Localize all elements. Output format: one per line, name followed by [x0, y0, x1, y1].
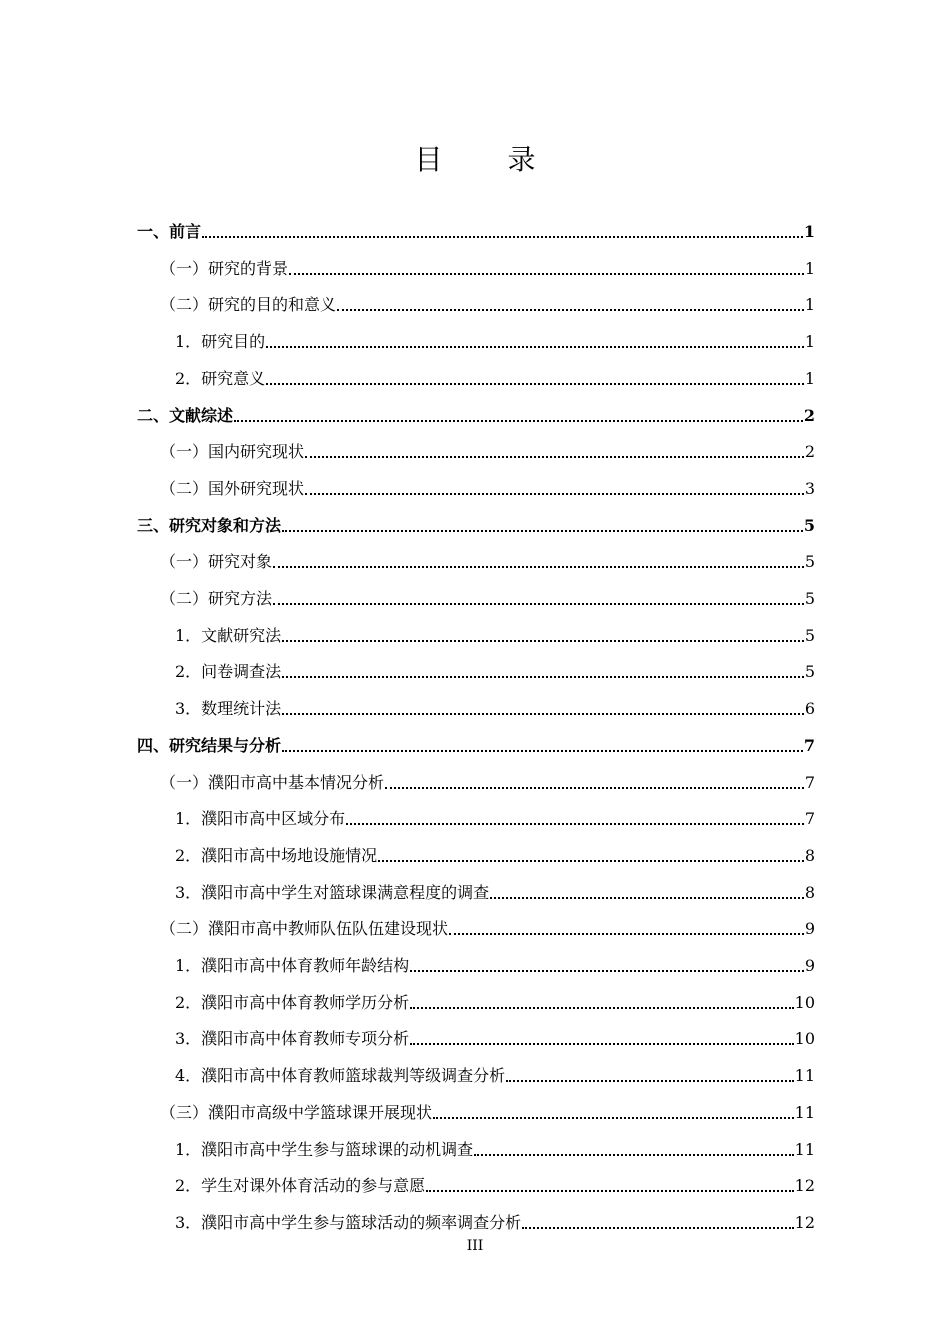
toc-leader-dots: [426, 1190, 793, 1192]
toc-entry-page: 2: [803, 405, 815, 425]
toc-leader-dots: [273, 603, 804, 605]
toc-entry-page: 10: [794, 992, 815, 1012]
toc-entry-label: 1．濮阳市高中学生参与篮球课的动机调查: [175, 1139, 474, 1159]
toc-entry-label: （一）研究的背景: [160, 258, 289, 278]
toc-leader-dots: [449, 933, 804, 935]
toc-entry-label: 四、研究结果与分析: [137, 735, 282, 755]
toc-entry-page: 1: [804, 368, 815, 388]
toc-entry-page: 5: [804, 589, 815, 608]
toc-entry-label: 3．数理统计法: [175, 699, 282, 719]
toc-leader-dots: [266, 346, 804, 348]
toc-leader-dots: [410, 1043, 793, 1045]
toc-entry-page: 6: [804, 699, 815, 719]
toc-entry-page: 1: [804, 295, 815, 315]
toc-leader-dots: [266, 383, 804, 385]
toc-leader-dots: [410, 970, 804, 972]
toc-entry-label: 1．研究目的: [175, 332, 266, 352]
toc-entry[interactable]: [0, 536, 815, 572]
page-number: III: [466, 1238, 484, 1254]
toc-leader-dots: [282, 713, 804, 715]
toc-entry-page: 8: [804, 845, 815, 865]
toc-leader-dots: [282, 750, 803, 752]
toc-entry[interactable]: [0, 683, 815, 719]
toc-leader-dots: [273, 566, 804, 568]
toc-leader-dots: [282, 676, 804, 678]
toc-entry-label: 2．濮阳市高中场地设施情况: [175, 845, 378, 865]
toc-entry-label: （二）国外研究现状: [160, 478, 305, 498]
toc-entry[interactable]: [0, 610, 815, 646]
toc-entry-page: 5: [804, 625, 815, 645]
toc-leader-dots: [289, 273, 804, 275]
toc-entry-label: （二）研究的目的和意义: [160, 295, 337, 315]
toc-entry[interactable]: [0, 1197, 815, 1233]
toc-leader-dots: [346, 823, 804, 825]
toc-entry-page: 11: [794, 1066, 815, 1086]
toc-entry-label: 1．濮阳市高中区域分布: [175, 809, 346, 829]
toc-leader-dots: [282, 640, 804, 642]
toc-entry[interactable]: [0, 463, 815, 499]
toc-entry-page: 7: [804, 772, 815, 792]
toc-leader-dots: [305, 456, 804, 458]
toc-entry-label: （二）濮阳市高中教师队伍队伍建设现状: [160, 919, 449, 939]
toc-entry[interactable]: [0, 426, 815, 462]
toc-entry[interactable]: [0, 1050, 815, 1086]
toc-entry-label: 4．濮阳市高中体育教师篮球裁判等级调查分析: [175, 1066, 506, 1086]
toc-entry[interactable]: [0, 977, 815, 1013]
toc-entry[interactable]: [0, 903, 815, 939]
toc-leader-dots: [234, 420, 803, 422]
toc-entry-page: 5: [804, 552, 815, 572]
toc-entry-label: 2．问卷调查法: [175, 662, 282, 682]
toc-entry-page: 7: [803, 735, 815, 755]
toc-entry-label: 1．濮阳市高中体育教师年龄结构: [175, 956, 410, 975]
toc-leader-dots: [337, 309, 804, 311]
toc-entry-page: 2: [804, 442, 815, 462]
toc-entry-page: 7: [804, 809, 815, 829]
toc-entry[interactable]: [0, 1160, 815, 1196]
toc-leader-dots: [305, 493, 804, 495]
toc-entry-page: 11: [794, 1102, 815, 1122]
toc-entry[interactable]: [0, 353, 815, 389]
toc-entry-page: 3: [804, 478, 815, 498]
toc-entry-label: 3．濮阳市高中体育教师专项分析: [175, 1029, 410, 1049]
toc-leader-dots: [522, 1227, 793, 1229]
toc-entry[interactable]: [0, 940, 815, 976]
toc-entry-label: 一、前言: [137, 222, 202, 241]
toc-entry[interactable]: [0, 316, 815, 352]
toc-entry-label: 2．濮阳市高中体育教师学历分析: [175, 992, 410, 1012]
toc-entry[interactable]: [0, 1124, 815, 1160]
toc-entry-label: 三、研究对象和方法: [137, 515, 282, 535]
toc-leader-dots: [385, 787, 804, 789]
toc-entry[interactable]: [0, 206, 815, 242]
toc-entry[interactable]: [0, 830, 815, 866]
toc-leader-dots: [433, 1117, 794, 1119]
toc-entry-page: 5: [803, 515, 815, 535]
toc-leader-dots: [490, 897, 804, 899]
toc-entry-page: 9: [804, 919, 815, 939]
toc-entry[interactable]: [0, 1013, 815, 1049]
toc-leader-dots: [378, 860, 804, 862]
toc-entry[interactable]: [0, 1087, 815, 1123]
toc-entry-page: 11: [794, 1139, 815, 1159]
toc-entry[interactable]: [0, 573, 815, 609]
toc-entry[interactable]: [0, 757, 815, 793]
toc-entry-page: 1: [804, 332, 815, 352]
toc-entry-page: 12: [794, 1212, 815, 1232]
toc-entry-label: （一）研究对象: [160, 552, 273, 572]
toc-entry[interactable]: [0, 243, 815, 279]
toc-entry-page: 1: [804, 258, 815, 278]
toc-leader-dots: [202, 236, 803, 238]
toc-leader-dots: [410, 1007, 793, 1009]
toc-entry-label: 1．文献研究法: [175, 625, 282, 645]
toc-leader-dots: [474, 1154, 793, 1156]
toc-entry[interactable]: [0, 793, 815, 829]
toc-entry[interactable]: [0, 390, 815, 426]
toc-title: 目 录: [414, 143, 564, 176]
toc-entry[interactable]: [0, 720, 815, 756]
toc-entry-label: （一）濮阳市高中基本情况分析: [160, 772, 385, 792]
toc-leader-dots: [506, 1080, 793, 1082]
toc-entry-label: 2．研究意义: [175, 368, 266, 388]
toc-entry-label: 2．学生对课外体育活动的参与意愿: [175, 1176, 426, 1196]
toc-entry-page: 12: [794, 1176, 815, 1196]
toc-entry-label: （三）濮阳市高级中学篮球课开展现状: [160, 1102, 433, 1122]
toc-entry-label: 3．濮阳市高中学生对篮球课满意程度的调查: [175, 882, 490, 902]
toc-entry[interactable]: [0, 646, 815, 682]
toc-entry-page: 9: [804, 956, 815, 975]
toc-entry-page: 1: [803, 222, 815, 241]
toc-entry[interactable]: [0, 279, 815, 315]
toc-entry-label: 3．濮阳市高中学生参与篮球活动的频率调查分析: [175, 1212, 522, 1232]
toc-entry-page: 8: [804, 882, 815, 902]
toc-entry-label: 二、文献综述: [137, 405, 234, 425]
toc-leader-dots: [282, 530, 803, 532]
toc-entry-page: 5: [804, 662, 815, 682]
toc-entry-label: （二）研究方法: [160, 589, 273, 608]
toc-entry-label: （一）国内研究现状: [160, 442, 305, 462]
toc-entry[interactable]: [0, 867, 815, 903]
toc-entry-page: 10: [794, 1029, 815, 1049]
toc-entry[interactable]: [0, 500, 815, 536]
